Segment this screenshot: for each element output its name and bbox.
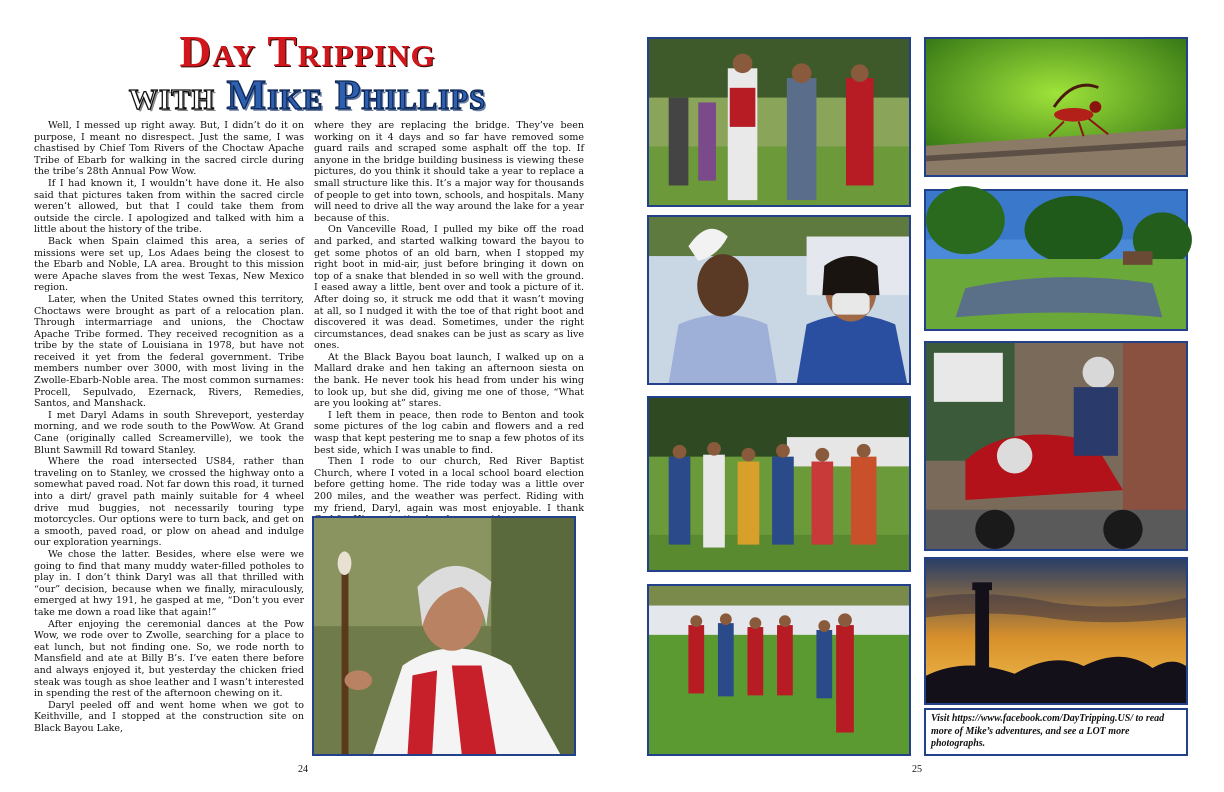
paragraph: Where the road intersected US84, rather than traveling on to Stanley, we crossed the highway onto a somewhat paved road. Not far down this road, it turned into a dirt/ gravel path mainly suitable for 4 wheel drive mud buggies, not necessarily touring type motorcycles. Our options were to turn back, and get on a smooth, paved road, or plow on ahead and indulge our exploration yearnings. <box>34 456 304 549</box>
women-photo <box>647 215 911 385</box>
paragraph: If I had known it, I wouldn’t have done it. He also said that pictures taken from within the sacred circle weren’t allowed, but that I could take them from outside the circle. I apologized and talked with him a little about the history of the tribe. <box>34 177 304 236</box>
title-line-1: Day Tripping <box>179 27 436 76</box>
paragraph: I left them in peace, then rode to Benton and took some pictures of the log cabin and flowers and a red wasp that kept pestering me to snap a few photos of its best side, which I was unable to find. <box>314 409 584 456</box>
paragraph: On Vanceville Road, I pulled my bike off the road and parked, and started walking toward the bayou to get some photos of an old barn, when I stopped my right boot in mid-air, just before bringing it down on top of a snake that blended in so well with the ground. I eased away a little, bent over and took a picture of it. After doing so, it struck me odd that it wasn’t moving at all, so I nudged it with the toe of that right boot and discovered it was dead. Sometimes, under the right circumstances, dead snakes can be just as scary as live ones. <box>314 224 584 352</box>
circle-photo <box>647 584 911 756</box>
motorcycle-photo <box>924 341 1188 551</box>
dancers-photo <box>647 396 911 572</box>
paragraph: Well, I messed up right away. But, I didn’t do it on purpose, I meant no disrespect. Just the same, I was chastised by Chief Tom Rivers of the Choctaw Apache Tribe of Ebarb for walking in the sacred circle during the tribe’s 28th Annual Pow Wow. <box>34 120 304 178</box>
paragraph: At the Black Bayou boat launch, I walked up on a Mallard drake and hen taking an afternoon siesta on the bank. He never took his head from under his wing to look up, but she did, giving me one of those, “What are you looking at” stares. <box>314 351 584 410</box>
title-name: Mike Phillips <box>226 73 487 119</box>
article-column-2 <box>314 120 584 514</box>
paragraph: I met Daryl Adams in south Shreveport, yesterday morning, and we rode south to the PowWow. At Grand Cane (originally called Screamerville), we took the Blunt Sawmill Rd toward Stanley. <box>34 409 304 456</box>
article-column-1 <box>34 120 304 754</box>
paragraph: Daryl peeled off and went home when we got to Keithville, and I stopped at the construction site on Black Bayou Lake, <box>34 699 304 734</box>
page-number-right: 25 <box>912 764 922 775</box>
page-number-left: 24 <box>298 764 308 775</box>
lighthouse-photo <box>924 557 1188 705</box>
paragraph: After enjoying the ceremonial dances at the Pow Wow, we rode over to Zwolle, searching for a place to eat lunch, but not finding one. So, we rode north to Mansfield and ate at Billy B’s. I’ve eaten there before and always enjoyed it, but yesterday the chicken fried steak was tough as shoe leather and I wasn’t interested in spending the rest of the afternoon chewing on it. <box>34 618 304 700</box>
title-line-2 <box>95 74 520 118</box>
paragraph: Then I rode to our church, Red River Baptist Church, where I voted in a local school board election before getting home. The ride today was a little over 200 miles, and the weather was perfect. Riding with my friend, Daryl, again was most enjoyable. I thank <box>314 456 584 514</box>
wasp-photo <box>924 37 1188 177</box>
paragraph: We chose the latter. Besides, where else were we going to find that many muddy water-filled potholes to play in. I don’t think Daryl was all that thrilled with “our” decision, because when we finally, miraculously, emerged at hwy 191, he gasped at me, “Don’t you ever take me down a road like that again!” <box>34 548 304 618</box>
chief-photo <box>312 516 576 756</box>
paragraph: Later, when the United States owned this territory, Choctaws were brought as part of a relocation plan. Through intermarriage and unions, the Choctaw Apache Tribe formed. They received recognition as a tribe by the state of Louisiana in 1978, but have not received it yet from the federal government. Tribe members number over 3000, with most living in the Zwolle-Ebarb-Noble area. The most common surnames: Procell, Sepulvado, Ezernack, Rivers, Remedies, Santos, and Manshack. <box>34 293 304 410</box>
title-with: with <box>128 73 216 119</box>
caption-box: Visit https://www.facebook.com/DayTripping.US/ to read more of Mike’s adventures, and see a LOT more photographs. <box>924 708 1188 756</box>
procession-photo <box>647 37 911 207</box>
pond-photo <box>924 189 1188 331</box>
paragraph: Back when Spain claimed this area, a series of missions were set up, Los Adaes being the closest to the Ebarb and Noble, LA area. Brought to this mission were Apache slaves from the west Texas, New Mexico region. <box>34 235 304 294</box>
paragraph: where they are replacing the bridge. They’ve been working on it 4 days and so far have removed some guard rails and scraped some asphalt off the top. If anyone in the bridge building business is viewing these pictures, do you think it should take a year to replace a small structure like this. It’s a major way for thousands of people to get into town, schools, and hospitals. Many will need to drive all the way around the lake for a year because of this. <box>314 120 584 224</box>
